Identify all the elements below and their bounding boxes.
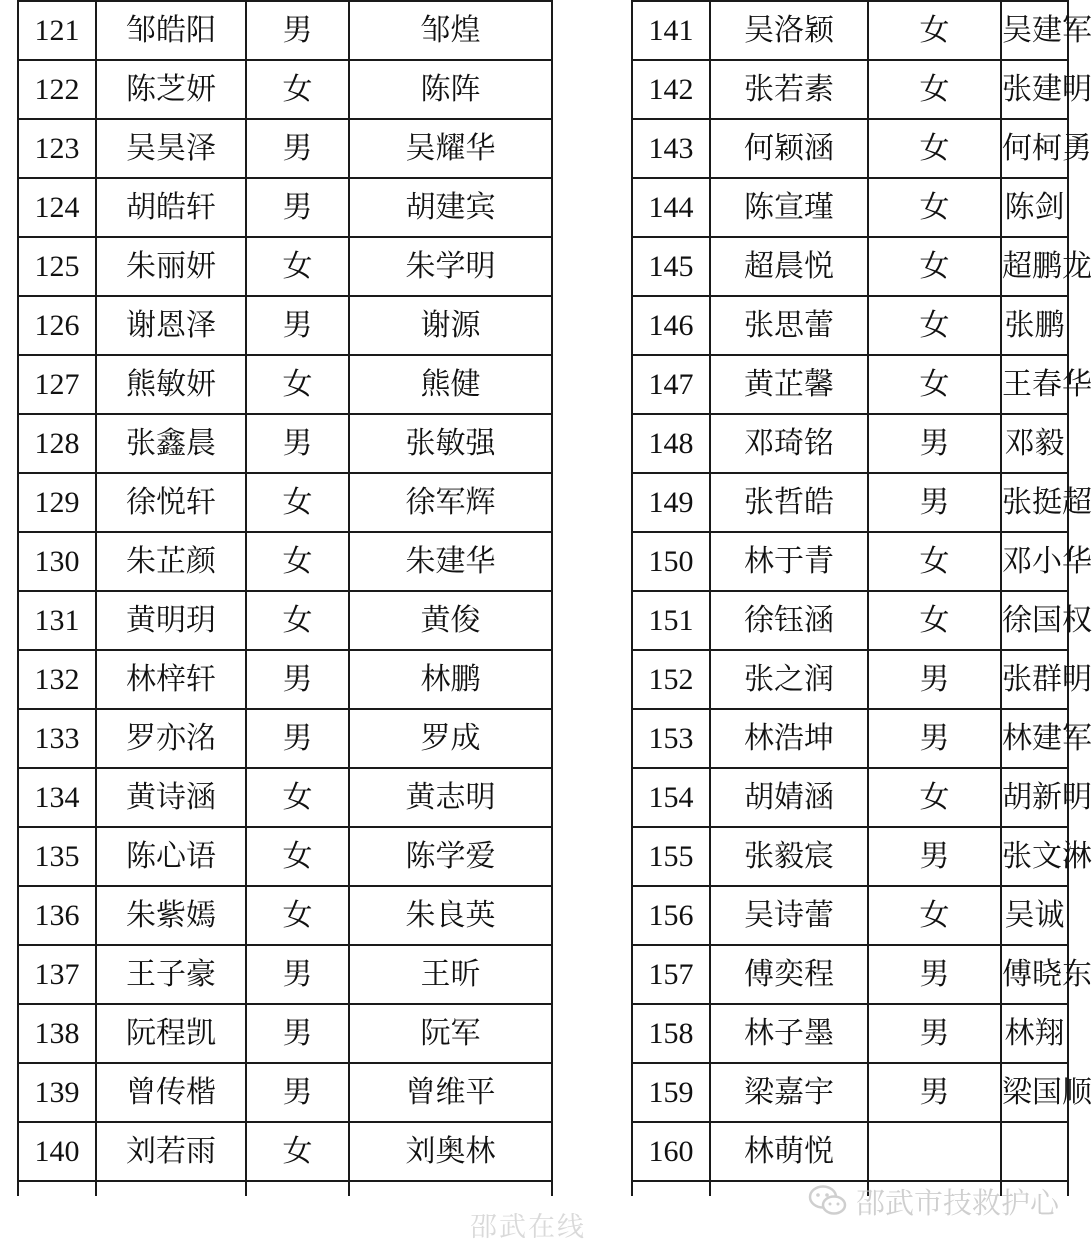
student-number: 149 [632, 473, 710, 532]
student-gender: 女 [868, 60, 1001, 119]
student-name: 陈心语 [96, 827, 246, 886]
student-gender: 男 [868, 709, 1001, 768]
guardian-name: 傅晓东 [1001, 945, 1068, 1004]
student-gender [868, 1122, 1001, 1181]
student-number: 153 [632, 709, 710, 768]
student-gender: 男 [246, 650, 349, 709]
guardian-name: 超鹏龙 [1001, 237, 1068, 296]
student-name: 张之润 [710, 650, 868, 709]
student-gender: 女 [868, 178, 1001, 237]
student-gender: 女 [868, 591, 1001, 650]
student-gender: 女 [246, 768, 349, 827]
table-row [18, 591, 1068, 650]
watermark-brand [808, 1177, 1059, 1225]
student-number: 143 [632, 119, 710, 178]
table-row [18, 119, 1068, 178]
student-gender: 男 [868, 1063, 1001, 1122]
table-row [18, 886, 1068, 945]
guardian-name: 张文淋 [1001, 827, 1068, 886]
guardian-name: 徐国权 [1001, 591, 1068, 650]
student-number: 158 [632, 1004, 710, 1063]
student-name: 邓琦铭 [710, 414, 868, 473]
cell-partial [246, 1181, 349, 1196]
student-gender: 男 [868, 827, 1001, 886]
student-name: 林萌悦 [710, 1122, 868, 1181]
column-gap [552, 60, 632, 119]
student-gender: 女 [246, 237, 349, 296]
guardian-name: 刘奥林 [349, 1122, 552, 1181]
student-name: 刘若雨 [96, 1122, 246, 1181]
cell-partial [18, 1181, 96, 1196]
student-gender: 女 [246, 1122, 349, 1181]
student-gender: 女 [246, 827, 349, 886]
cell-partial [349, 1181, 552, 1196]
student-gender: 女 [246, 60, 349, 119]
cell-partial [96, 1181, 246, 1196]
student-number: 124 [18, 178, 96, 237]
student-name: 黄明玥 [96, 591, 246, 650]
student-gender: 女 [868, 296, 1001, 355]
column-gap [552, 1063, 632, 1122]
student-name: 曾传楷 [96, 1063, 246, 1122]
student-name: 吴昊泽 [96, 119, 246, 178]
student-name: 胡皓轩 [96, 178, 246, 237]
student-name: 陈宣瑾 [710, 178, 868, 237]
column-gap [552, 591, 632, 650]
student-number: 141 [632, 1, 710, 60]
student-gender: 男 [246, 178, 349, 237]
student-name: 张鑫晨 [96, 414, 246, 473]
guardian-name: 徐军辉 [349, 473, 552, 532]
guardian-name: 罗成 [349, 709, 552, 768]
student-gender: 男 [868, 473, 1001, 532]
student-gender: 女 [868, 355, 1001, 414]
student-number: 130 [18, 532, 96, 591]
student-number: 155 [632, 827, 710, 886]
student-number: 133 [18, 709, 96, 768]
table-row [18, 532, 1068, 591]
student-name: 陈芝妍 [96, 60, 246, 119]
table-row [18, 945, 1068, 1004]
student-number: 131 [18, 591, 96, 650]
guardian-name: 梁国顺 [1001, 1063, 1068, 1122]
student-number: 125 [18, 237, 96, 296]
student-number: 139 [18, 1063, 96, 1122]
student-number: 152 [632, 650, 710, 709]
watermark-site: 邵武在线 [470, 1212, 586, 1243]
column-gap [552, 1, 632, 60]
cell-partial [632, 1181, 710, 1196]
student-name: 阮程凯 [96, 1004, 246, 1063]
table-row [18, 60, 1068, 119]
student-name: 王子豪 [96, 945, 246, 1004]
student-name: 朱丽妍 [96, 237, 246, 296]
guardian-name [1001, 1122, 1068, 1181]
student-gender: 女 [868, 237, 1001, 296]
student-name: 林于青 [710, 532, 868, 591]
student-gender: 男 [246, 296, 349, 355]
student-number: 156 [632, 886, 710, 945]
guardian-name: 陈阵 [349, 60, 552, 119]
student-name: 林梓轩 [96, 650, 246, 709]
guardian-name: 朱良英 [349, 886, 552, 945]
table-row [18, 768, 1068, 827]
guardian-name: 谢源 [349, 296, 552, 355]
guardian-name: 胡新明 [1001, 768, 1068, 827]
student-gender: 女 [868, 119, 1001, 178]
student-name: 张哲皓 [710, 473, 868, 532]
column-gap [552, 178, 632, 237]
guardian-name: 王昕 [349, 945, 552, 1004]
table-row [18, 1004, 1068, 1063]
table-row [18, 178, 1068, 237]
student-number: 147 [632, 355, 710, 414]
column-gap [552, 414, 632, 473]
student-number: 160 [632, 1122, 710, 1181]
guardian-name: 张鹏 [1001, 296, 1068, 355]
table-row [18, 709, 1068, 768]
student-gender: 女 [246, 355, 349, 414]
guardian-name: 林翔 [1001, 1004, 1068, 1063]
column-gap [552, 827, 632, 886]
student-gender: 男 [246, 1, 349, 60]
guardian-name: 黄俊 [349, 591, 552, 650]
student-number: 129 [18, 473, 96, 532]
student-number: 123 [18, 119, 96, 178]
student-name: 吴诗蕾 [710, 886, 868, 945]
column-gap [552, 768, 632, 827]
student-number: 154 [632, 768, 710, 827]
guardian-name: 黄志明 [349, 768, 552, 827]
guardian-name: 阮军 [349, 1004, 552, 1063]
student-gender: 男 [246, 945, 349, 1004]
student-name: 梁嘉宇 [710, 1063, 868, 1122]
student-gender: 男 [246, 414, 349, 473]
student-number: 145 [632, 237, 710, 296]
table-row [18, 355, 1068, 414]
column-gap [552, 532, 632, 591]
student-name: 张思蕾 [710, 296, 868, 355]
guardian-name: 朱建华 [349, 532, 552, 591]
table-row [18, 296, 1068, 355]
student-name: 谢恩泽 [96, 296, 246, 355]
student-number: 122 [18, 60, 96, 119]
student-gender: 男 [246, 709, 349, 768]
student-number: 138 [18, 1004, 96, 1063]
student-number: 146 [632, 296, 710, 355]
student-gender: 男 [868, 1004, 1001, 1063]
guardian-name: 张建明 [1001, 60, 1068, 119]
column-gap [552, 119, 632, 178]
student-name: 黄诗涵 [96, 768, 246, 827]
student-number: 128 [18, 414, 96, 473]
watermark-brand-text: 邵武市技救护心 [856, 1185, 1060, 1220]
student-number: 159 [632, 1063, 710, 1122]
student-number: 150 [632, 532, 710, 591]
student-gender: 男 [868, 650, 1001, 709]
guardian-name: 熊健 [349, 355, 552, 414]
table-row [18, 473, 1068, 532]
student-name: 傅奕程 [710, 945, 868, 1004]
guardian-name: 张群明 [1001, 650, 1068, 709]
student-name: 超晨悦 [710, 237, 868, 296]
student-name: 胡婧涵 [710, 768, 868, 827]
student-number: 142 [632, 60, 710, 119]
roster-body [18, 0, 1092, 1196]
student-name: 罗亦洺 [96, 709, 246, 768]
student-number: 144 [632, 178, 710, 237]
guardian-name: 王春华 [1001, 355, 1068, 414]
column-gap [552, 1181, 632, 1196]
guardian-name: 张敏强 [349, 414, 552, 473]
student-number: 127 [18, 355, 96, 414]
column-gap [552, 709, 632, 768]
guardian-name: 胡建宾 [349, 178, 552, 237]
column-gap [552, 650, 632, 709]
table-row [18, 827, 1068, 886]
guardian-name: 陈学爱 [349, 827, 552, 886]
student-name: 徐悦轩 [96, 473, 246, 532]
guardian-name: 吴建军 [1001, 1, 1068, 60]
guardian-name: 邓毅 [1001, 414, 1068, 473]
guardian-name: 朱学明 [349, 237, 552, 296]
column-gap [552, 945, 632, 1004]
student-number: 126 [18, 296, 96, 355]
guardian-name: 林建军 [1001, 709, 1068, 768]
student-gender: 男 [246, 1063, 349, 1122]
student-name: 黄芷馨 [710, 355, 868, 414]
roster-table [17, 0, 1092, 1196]
table-row [18, 1122, 1068, 1181]
table-row [18, 1, 1068, 60]
guardian-name: 曾维平 [349, 1063, 552, 1122]
student-gender: 女 [246, 473, 349, 532]
student-gender: 男 [868, 945, 1001, 1004]
column-gap [552, 886, 632, 945]
student-number: 137 [18, 945, 96, 1004]
table-row [18, 237, 1068, 296]
table-row [18, 1063, 1068, 1122]
student-name: 张若素 [710, 60, 868, 119]
student-name: 林浩坤 [710, 709, 868, 768]
student-number: 135 [18, 827, 96, 886]
guardian-name: 邹煌 [349, 1, 552, 60]
student-gender: 女 [246, 532, 349, 591]
column-gap [552, 1004, 632, 1063]
column-gap [552, 296, 632, 355]
table-row [18, 414, 1068, 473]
student-name: 邹皓阳 [96, 1, 246, 60]
guardian-name: 邓小华 [1001, 532, 1068, 591]
student-gender: 女 [868, 532, 1001, 591]
guardian-name: 林鹏 [349, 650, 552, 709]
student-name: 林子墨 [710, 1004, 868, 1063]
roster-sheet [17, 0, 1092, 1248]
student-number: 134 [18, 768, 96, 827]
student-gender: 女 [868, 886, 1001, 945]
student-gender: 男 [246, 1004, 349, 1063]
column-gap [552, 473, 632, 532]
guardian-name: 张挺超 [1001, 473, 1068, 532]
student-name: 朱紫嫣 [96, 886, 246, 945]
student-name: 熊敏妍 [96, 355, 246, 414]
column-gap [552, 237, 632, 296]
guardian-name: 吴耀华 [349, 119, 552, 178]
guardian-name: 何柯勇 [1001, 119, 1068, 178]
guardian-name: 陈剑 [1001, 178, 1068, 237]
student-gender: 男 [868, 414, 1001, 473]
student-number: 148 [632, 414, 710, 473]
student-number: 140 [18, 1122, 96, 1181]
column-gap [552, 355, 632, 414]
student-gender: 女 [246, 886, 349, 945]
student-gender: 女 [246, 591, 349, 650]
student-gender: 女 [868, 1, 1001, 60]
student-number: 132 [18, 650, 96, 709]
column-gap [552, 1122, 632, 1181]
student-number: 151 [632, 591, 710, 650]
wechat-icon [808, 1184, 848, 1218]
student-number: 121 [18, 1, 96, 60]
student-gender: 女 [868, 768, 1001, 827]
student-name: 徐钰涵 [710, 591, 868, 650]
student-number: 136 [18, 886, 96, 945]
guardian-name: 吴诚 [1001, 886, 1068, 945]
table-row [18, 650, 1068, 709]
student-number: 157 [632, 945, 710, 1004]
student-name: 何颖涵 [710, 119, 868, 178]
student-gender: 男 [246, 119, 349, 178]
student-name: 吴洛颖 [710, 1, 868, 60]
student-name: 朱芷颜 [96, 532, 246, 591]
student-name: 张毅宸 [710, 827, 868, 886]
